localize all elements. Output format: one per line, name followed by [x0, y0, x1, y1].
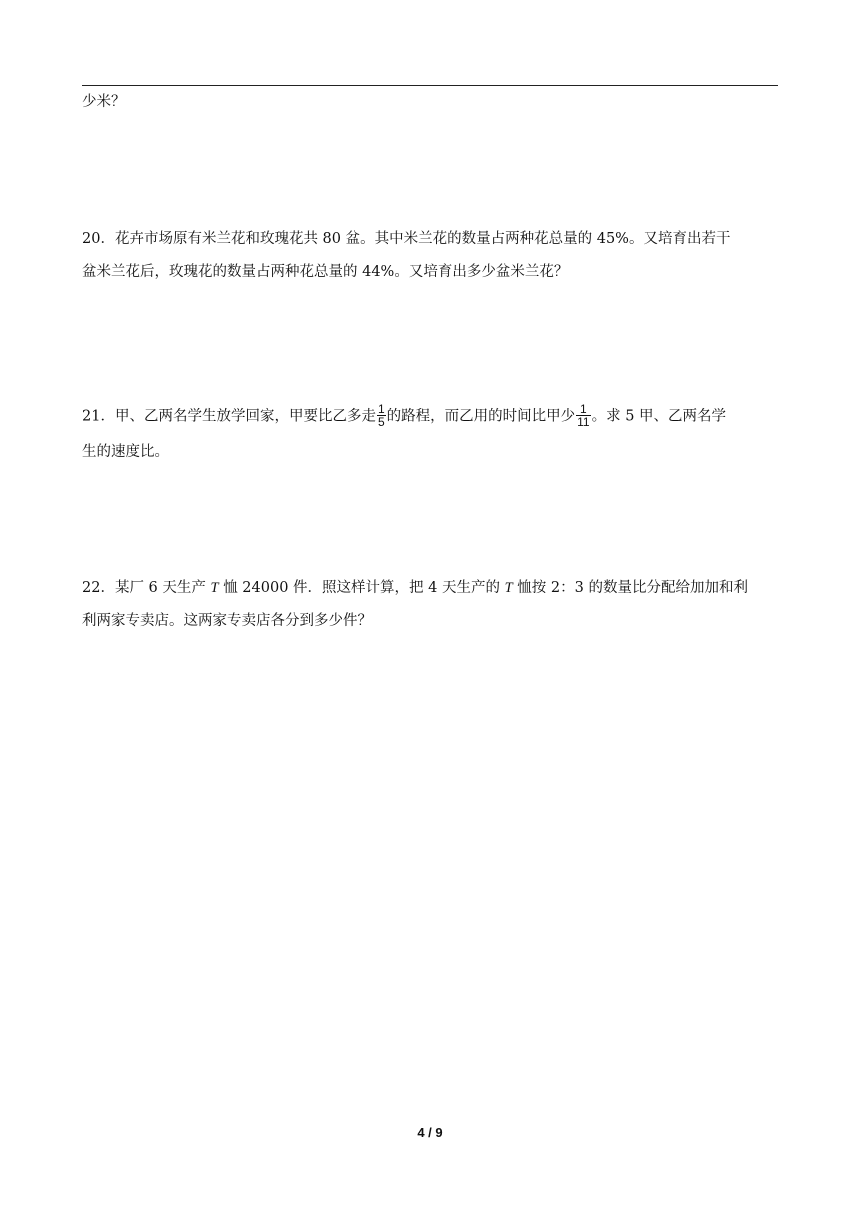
fraction-numerator: 1 [377, 402, 385, 416]
question-22-number: 22． [82, 580, 115, 596]
page-indicator: 4 / 9 [417, 1125, 443, 1140]
question-21-line-1 [82, 404, 726, 429]
question-21-text-1b: 的路程，而乙用的时间比甲少 [386, 408, 576, 425]
question-22-line-1 [82, 578, 748, 598]
fraction-one-fifth [377, 403, 386, 428]
question-22-text-1a: 某厂 6 天生产 [114, 580, 211, 596]
question-21-line-2: 生的速度比。 [82, 444, 169, 460]
fraction-numerator: 1 [576, 403, 590, 416]
header-rule [82, 85, 778, 86]
variable-t: T [504, 580, 513, 596]
question-20-line-1 [82, 229, 730, 249]
question-20-line-2: 盆米兰花后，玫瑰花的数量占两种花总量的 44%。又培育出多少盆米兰花？ [82, 264, 569, 280]
fraction-denominator: 5 [377, 415, 385, 429]
variable-t: T [210, 580, 219, 596]
question-22-text-1b: 恤 24000 件．照这样计算，把 4 天生产的 [218, 580, 505, 596]
question-21-text-1a: 甲、乙两名学生放学回家，甲要比乙多走 [114, 408, 376, 425]
question-22-text-1c: 恤按 2：3 的数量比分配给加加和利 [512, 580, 748, 596]
fraction-denominator: 11 [577, 415, 590, 429]
question-21-text-1c: 。求 5 甲、乙两名学 [591, 408, 727, 425]
continuation-text: 少米？ [82, 94, 126, 110]
fraction-one-eleventh [576, 403, 590, 428]
question-22-line-2: 利两家专卖店。这两家专卖店各分到多少件？ [82, 613, 372, 629]
question-21-number: 21． [82, 408, 115, 425]
question-20-number: 20． [82, 231, 115, 247]
question-20-text-1: 花卉市场原有米兰花和玫瑰花共 80 盆。其中米兰花的数量占两种花总量的 45%。又培育出若干 [114, 231, 731, 247]
